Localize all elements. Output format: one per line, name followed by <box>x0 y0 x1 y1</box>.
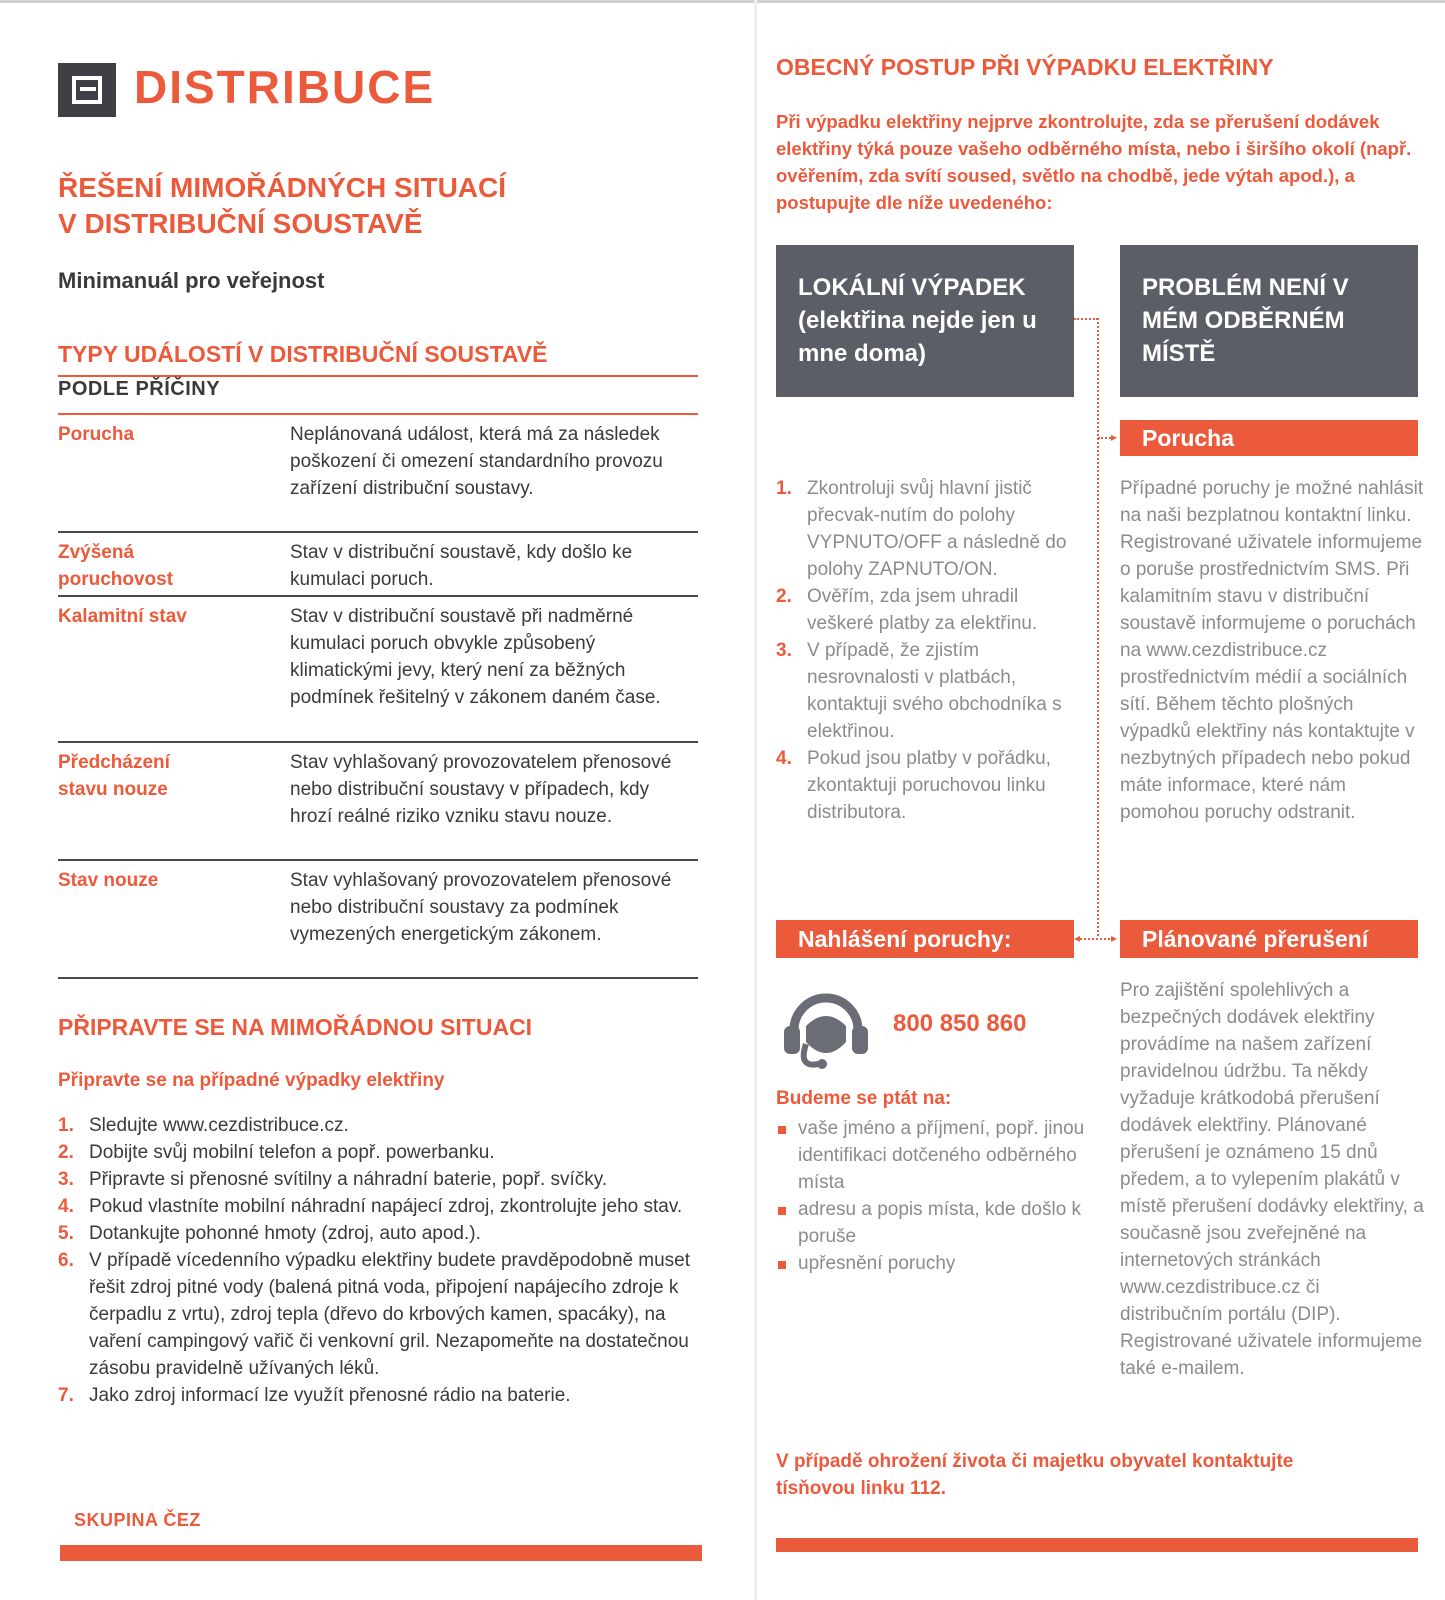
fault-bar: Porucha <box>1120 420 1418 456</box>
top-edge <box>0 0 1445 3</box>
list-text: Zkontroluji svůj hlavní jistič přecvak-nutím do polohy VYPNUTO/OFF a následně do polohy ZAPNUTO/ON. <box>807 478 1067 580</box>
planned-text: Pro zajištění spolehlivých a bezpečných dodávek elektřiny provádíme na našem zařízení pravidelnou údržbu. Ta někdy vyžaduje krátkodobá přerušení dodávek elektřiny. Plánované přerušení je oznámeno 15 dnů předem, a to vylepením plakátů v místě přerušení dodávky elektřiny, a současně jsou zveřejněné na internetových stránkách www.cezdistribuce.cz či distribučním portálu (DIP). Registrované uživatele informujeme také e-mailem. <box>1120 980 1424 1379</box>
planned-bar: Plánované přerušení <box>1120 920 1418 958</box>
page-title-line2: V DISTRIBUČNÍ SOUSTAVĚ <box>58 208 423 239</box>
type-term: Porucha <box>58 424 135 445</box>
list-text: Pokud vlastníte mobilní náhradní napájecí zdroj, zkontrolujte jeho stav. <box>89 1196 683 1217</box>
list-text: Pokud jsou platby v pořádku, zkontaktuji poruchovou linku distributora. <box>807 748 1051 823</box>
list-item <box>58 1193 708 1220</box>
type-term: Stav nouze <box>58 870 159 891</box>
ask-list <box>776 1115 1086 1277</box>
list-item <box>776 637 1086 745</box>
list-item <box>58 1166 708 1193</box>
list-text: vaše jméno a příjmení, popř. jinou identifikaci dotčeného odběrného místa <box>798 1118 1085 1193</box>
type-desc: Stav v distribuční soustavě při nadměrné kumulaci poruch obvykle způsobený klimatickými jevy, který není za běžných podmínek řešitelný v zákonem daném čase. <box>290 606 661 708</box>
prepare-list <box>58 1112 708 1409</box>
table-row-rule <box>58 859 698 861</box>
list-number: 3. <box>58 1169 74 1190</box>
type-desc: Neplánovaná událost, která má za následek poškození či omezení standardního provozu zařízení distribuční soustavy. <box>290 424 663 499</box>
list-text: V případě, že zjistím nesrovnalosti v platbách, kontaktuji svého obchodníka s elektřinou. <box>807 640 1062 742</box>
table-row-rule <box>58 741 698 743</box>
list-text: Jako zdroj informací lze využít přenosné rádio na baterie. <box>89 1385 571 1406</box>
prepare-subheading: Připravte se na případné výpadky elektřiny <box>58 1070 445 1091</box>
footer-bar-left <box>60 1545 702 1561</box>
type-term: Předcházení stavu nouze <box>58 752 170 800</box>
arrow-left-icon: ◂ <box>1074 931 1081 945</box>
list-number: 1. <box>58 1115 74 1136</box>
arrow-right-icon: ▸ <box>1111 931 1118 945</box>
connector <box>1074 318 1098 320</box>
list-item <box>58 1382 708 1409</box>
list-number: 1. <box>776 478 792 499</box>
table-row-rule <box>58 531 698 533</box>
fold-divider <box>754 0 757 1600</box>
list-number: 7. <box>58 1385 74 1406</box>
prepare-heading: PŘIPRAVTE SE NA MIMOŘÁDNOU SITUACI <box>58 1014 533 1040</box>
types-heading: TYPY UDÁLOSTÍ V DISTRIBUČNÍ SOUSTAVĚ <box>58 341 548 367</box>
table-row-rule <box>58 977 698 979</box>
type-desc: Stav vyhlašovaný provozovatelem přenosové nebo distribuční soustavy za podmínek vymezených energetickým zákonem. <box>290 870 672 945</box>
types-subheading-rule <box>58 413 698 415</box>
list-number: 4. <box>58 1196 74 1217</box>
emergency-note: V případě ohrožení života či majetku obyvatel kontaktujte tísňovou linku 112. <box>776 1451 1294 1499</box>
page-title-line1: ŘEŠENÍ MIMOŘÁDNÝCH SITUACÍ <box>58 172 507 203</box>
cez-logo-bar <box>80 87 96 91</box>
list-number: 5. <box>58 1223 74 1244</box>
types-heading-rule <box>58 375 698 377</box>
list-item <box>776 1196 1086 1250</box>
fault-text: Případné poruchy je možné nahlásit na naši bezplatnou kontaktní linku. Registrované uživatele informujeme o poruše prostřednictvím SMS. Při kalamitním stavu v distribuční soustavě informujeme o poruchách na www.cezdistribuce.cz prostřednictvím médií a sociálních sítí. Během těchto plošných výpadků elektřiny nás kontaktujte v nezbytných případech nebo pokud máte informace, které nám pomohou poruchy odstranit. <box>1120 478 1424 823</box>
footer-bar-right <box>776 1538 1418 1552</box>
list-item <box>776 745 1086 826</box>
list-item <box>58 1112 708 1139</box>
page-title <box>58 170 678 242</box>
list-number: 2. <box>776 586 792 607</box>
ask-heading: Budeme se ptát na: <box>776 1088 952 1109</box>
not-my-place-box: PROBLÉM NENÍ V MÉM ODBĚRNÉM MÍSTĚ <box>1120 245 1418 397</box>
page-subtitle: Minimanuál pro veřejnost <box>58 268 325 293</box>
general-intro: Při výpadku elektřiny nejprve zkontrolujte, zda se přerušení dodávek elektřiny týká pouze vašeho odběrného místa, nebo i širšího okolí (např. ověřením, zda svítí soused, světlo na chodbě, jede výtah apod.), a postupujte dle níže uvedeného: <box>776 111 1412 213</box>
list-item <box>58 1139 708 1166</box>
list-text: Ověřím, zda jsem uhradil veškeré platby za elektřinu. <box>807 586 1038 634</box>
type-desc: Stav v distribuční soustavě, kdy došlo ke kumulaci poruch. <box>290 542 633 590</box>
list-item <box>58 1247 708 1382</box>
local-steps <box>776 475 1086 826</box>
list-item <box>776 583 1086 637</box>
list-number: 3. <box>776 640 792 661</box>
local-outage-box: LOKÁLNÍ VÝPADEK (elektřina nejde jen u mne doma) <box>776 245 1074 397</box>
type-desc: Stav vyhlašovaný provozovatelem přenosové nebo distribuční soustavy v případech, kdy hrozí reálné riziko vzniku stavu nouze. <box>290 752 672 827</box>
connector <box>1080 938 1114 940</box>
list-text: Dotankujte pohonné hmoty (zdroj, auto apod.). <box>89 1223 481 1244</box>
list-item <box>776 1250 1086 1277</box>
type-term: Zvýšená poruchovost <box>58 542 174 590</box>
list-text: Sledujte www.cezdistribuce.cz. <box>89 1115 349 1136</box>
list-text: Dobijte svůj mobilní telefon a popř. powerbanku. <box>89 1142 495 1163</box>
type-term: Kalamitní stav <box>58 606 187 627</box>
bullet-icon <box>778 1261 786 1269</box>
list-item <box>58 1220 708 1247</box>
footer-brand: SKUPINA ČEZ <box>74 1510 201 1530</box>
connector <box>1097 318 1099 936</box>
list-item <box>776 1115 1086 1196</box>
list-number: 2. <box>58 1142 74 1163</box>
table-row-rule <box>58 595 698 597</box>
bullet-icon <box>778 1207 786 1215</box>
list-text: adresu a popis místa, kde došlo k poruše <box>798 1199 1082 1247</box>
types-subheading: PODLE PŘÍČINY <box>58 378 221 400</box>
list-number: 6. <box>58 1250 74 1271</box>
list-text: V případě vícedenního výpadku elektřiny budete pravděpodobně muset řešit zdroj pitné vody (balená pitná voda, připojení napájecího zdroje k čerpadlu z vrtu), zdroj tepla (dřevo do krbových kamen, spacáky), na vaření campingový vařič či venkovní gril. Nezapomeňte na dostatečnou zásobu pravidelně užívaných léků. <box>89 1250 691 1379</box>
list-number: 4. <box>776 748 792 769</box>
general-heading: OBECNÝ POSTUP PŘI VÝPADKU ELEKTŘINY <box>776 54 1274 80</box>
arrow-right-icon: ▸ <box>1111 430 1118 444</box>
report-bar: Nahlášení poruchy: <box>776 920 1074 958</box>
bullet-icon <box>778 1126 786 1134</box>
headset-icon <box>776 982 876 1074</box>
brand-name: DISTRIBUCE <box>134 61 436 113</box>
list-item <box>776 475 1086 583</box>
phone-number[interactable]: 800 850 860 <box>893 1010 1027 1037</box>
list-text: upřesnění poruchy <box>798 1253 956 1274</box>
list-text: Připravte si přenosné svítilny a náhradní baterie, popř. svíčky. <box>89 1169 608 1190</box>
